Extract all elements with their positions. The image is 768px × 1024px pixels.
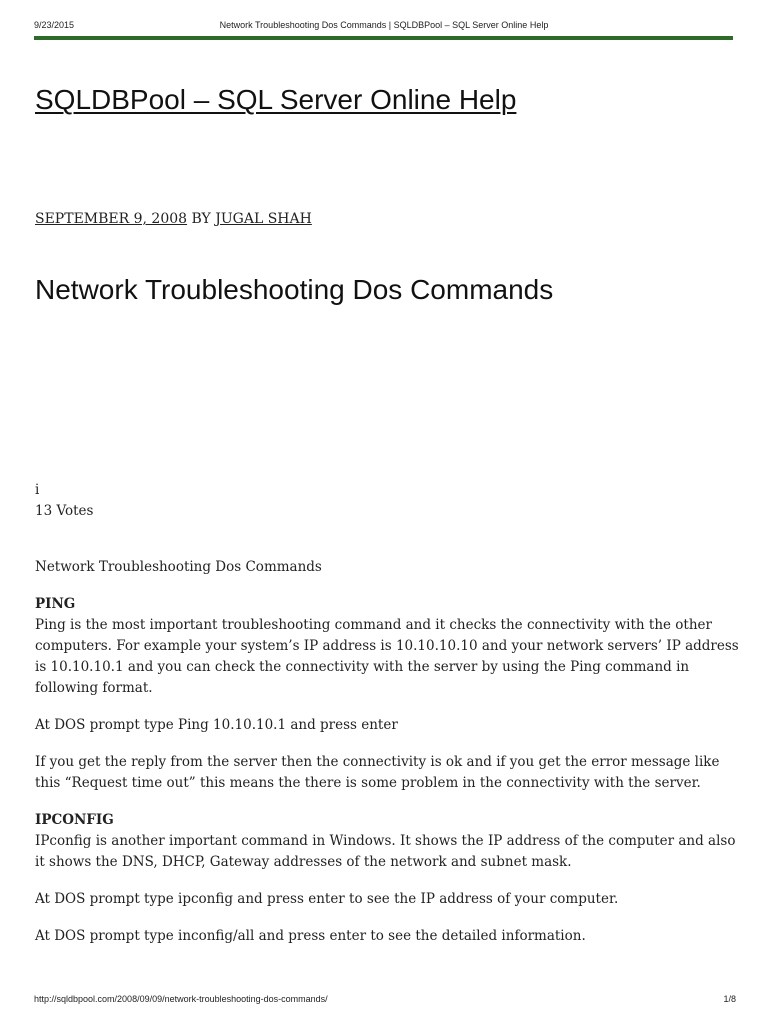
print-page-title: Network Troubleshooting Dos Commands | SQLDBPool – SQL Server Online Help — [219, 20, 549, 30]
rating-widget — [35, 480, 93, 522]
section-paragraph: At DOS prompt type ipconfig and press enter to see the IP address of your computer. — [35, 891, 619, 907]
post-author-link[interactable]: JUGAL SHAH — [215, 211, 312, 227]
print-date: 9/23/2015 — [34, 20, 75, 30]
post-date-link[interactable]: SEPTEMBER 9, 2008 — [35, 211, 188, 227]
section-paragraph: IPconfig is another important command in Windows. It shows the IP address of the computer and also it shows the DNS, DHCP, Gateway addresses of the network and subnet mask. — [35, 833, 736, 870]
section-ping — [35, 594, 740, 794]
rating-votes: 13 Votes — [35, 503, 94, 519]
site-title-link[interactable]: SQLDBPool – SQL Server Online Help — [35, 84, 517, 115]
header-divider — [34, 36, 733, 40]
section-paragraph: At DOS prompt type Ping 10.10.10.1 and press enter — [35, 717, 398, 733]
section-paragraph: If you get the reply from the server then the connectivity is ok and if you get the error message like this “Request time out” this means the there is some problem in the connectivity with the server. — [35, 754, 720, 791]
rating-info-icon[interactable]: i — [35, 482, 40, 498]
content-intro: Network Troubleshooting Dos Commands — [35, 559, 322, 575]
section-paragraph: Ping is the most important troubleshooting command and it checks the connectivity with the other computers. For example your system’s IP address is 10.10.10.10 and your network servers’ IP address is 10.10.10.1 and you can check the connectivity with the server by using the Ping command in following format. — [35, 617, 739, 696]
post-content — [35, 557, 740, 963]
post-by-label: BY — [191, 211, 211, 227]
print-url: http://sqldbpool.com/2008/09/09/network-troubleshooting-dos-commands/ — [34, 994, 328, 1004]
post-title: Network Troubleshooting Dos Commands — [35, 274, 554, 305]
section-heading-ipconfig: IPCONFIG — [35, 812, 114, 828]
section-ipconfig — [35, 810, 740, 947]
section-heading-ping: PING — [35, 596, 76, 612]
post-meta — [35, 211, 312, 227]
section-paragraph: At DOS prompt type inconfig/all and press enter to see the detailed information. — [35, 928, 586, 944]
print-page-number: 1/8 — [723, 994, 736, 1004]
